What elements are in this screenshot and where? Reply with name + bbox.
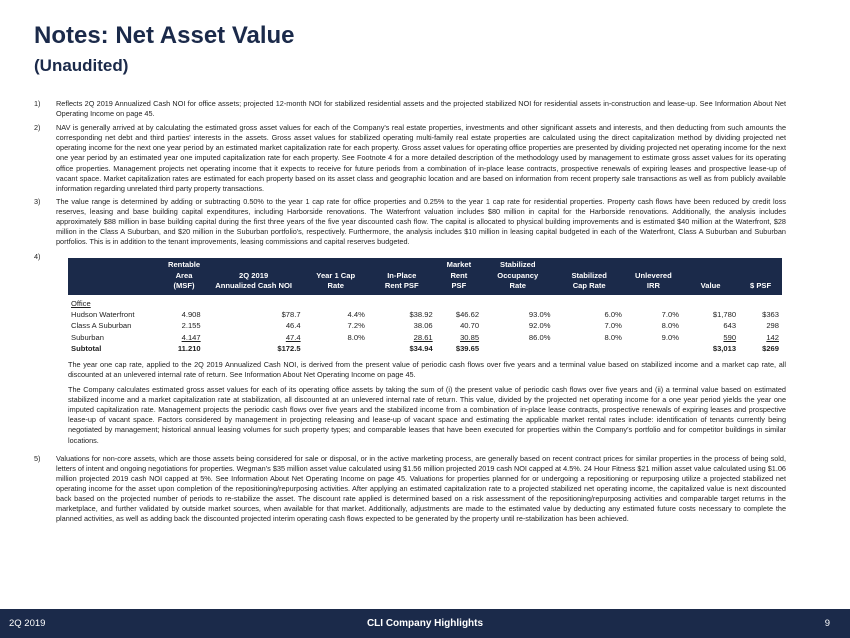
note-number: 2) — [34, 123, 41, 133]
header-cell: Rate — [482, 281, 553, 295]
header-cell — [204, 258, 304, 271]
header-cell: Area — [164, 271, 203, 282]
office-valuation-table — [68, 258, 782, 354]
row-label: Hudson Waterfront — [71, 310, 135, 320]
header-cell — [625, 258, 682, 271]
table-cell: 8.0% — [661, 321, 679, 331]
section-row — [68, 295, 782, 309]
table-row — [68, 309, 782, 320]
header-cell: PSF — [436, 281, 482, 295]
table-cell: $46.62 — [455, 310, 480, 320]
header-row-1 — [68, 258, 782, 271]
footer-period: 2Q 2019 — [9, 618, 46, 629]
table-cell: 7.2% — [347, 321, 365, 331]
table-cell: $1,780 — [712, 310, 737, 320]
header-cell: Unlevered — [625, 271, 682, 282]
table-cell: 590 — [723, 332, 737, 342]
row-label: Subtotal — [71, 343, 102, 353]
table-cell: $78.7 — [281, 310, 301, 320]
table-cell: 2.155 — [181, 321, 201, 331]
table-cell: 142 — [766, 332, 779, 342]
table-cell: 298 — [766, 321, 779, 331]
header-cell: IRR — [625, 281, 682, 295]
header-cell: Rentable — [164, 258, 203, 271]
header-cell: Rent — [436, 271, 482, 282]
header-cell — [368, 258, 436, 271]
note-number: 3) — [34, 196, 41, 206]
table-cell: 8.0% — [347, 332, 365, 342]
header-cell — [553, 258, 624, 271]
note-4-paragraph-2: The Company calculates estimated gross asset values for each of its operating office assets by taking the sum of (i) the present value of periodic cash flows over five years and (ii) a terminal value based on estimated stabilized income and a market capitalization rate at stabilization, all discounted at an unlevered internal rate of return. This value, divided by the projected net operating income for a one year period yields the year one imputed capitalization rate. Management projects the periodic cash flows over five years and the stabilized income from a combination of in-place lease contracts, prospective renewals of expiring leases and prospective lease-up of vacant space. Factors considered by management in projecting releasing and lease-up of vacant space and estimating the applicable market rental rates include: identification of tenants currently being negotiated by management; historical annual leasing volumes for such property types; and comparable leases that have been executed for properties within the Company's portfolio and for competitor buildings in similar locations. — [68, 385, 786, 445]
table-row — [68, 332, 782, 343]
table-cell: 40.70 — [460, 321, 480, 331]
table-cell: 4.908 — [181, 310, 201, 320]
footer-title: CLI Company Highlights — [366, 618, 484, 629]
page-subtitle: (Unaudited) — [34, 56, 129, 75]
note-text: NAV is generally arrived at by calculating the estimated gross asset values for each of the Company's real estate properties, investments and other significant assets and interests, and then deducting from such amounts the corresponding net debt and third parties' interests in the assets. Gross asset values for stabilized operating multi-family real estate properties are calculated using the direct capitalization method by dividing projected net operating income for the next one year period by an estimated market capitalization rate for each property. Gross asset values for operating office properties are presented by dividing projected net operating income for the next one year period by an estimated year one imputed capitalization rate for each property. See Footnote 4 for a more detailed description of the methodology used by management to estimate gross asset values for its operating office properties. Management projects net operating income that it expects to receive for future periods from a combination of in-place lease contracts, prospective renewals of expiring leases and prospective lease-up of vacant space. Market capitalization rates are estimated for each property based on its asset class and geographic location and are based on information from recent property sale transactions as well as from publicly available information regarding unrelated third party property transactions. — [56, 123, 786, 193]
table-cell: 92.0% — [528, 321, 551, 331]
note-number: 5) — [34, 453, 41, 463]
header-cell: (MSF) — [164, 281, 203, 295]
header-cell — [682, 258, 739, 271]
table-cell: $34.94 — [409, 343, 433, 353]
table-cell: $3,013 — [712, 343, 737, 353]
table-cell: $269 — [762, 343, 779, 353]
table-cell: 93.0% — [528, 310, 551, 320]
table-cell: 4.147 — [181, 332, 201, 342]
note-4-paragraph-1: The year one cap rate, applied to the 2Q 2019 Annualized Cash NOI, is derived from the present value of periodic cash flows over five years and a terminal value based on stabilized income and a market cap rate, all discounted at an unlevered internal rate of return. See Information About Net Operating Income on page 45. — [68, 359, 786, 380]
table-cell: 7.0% — [661, 310, 679, 320]
table-cell: 46.4 — [285, 321, 301, 331]
table-cell: $39.65 — [455, 343, 480, 353]
section-label: Office — [71, 298, 91, 308]
note-text: The value range is determined by adding or subtracting 0.50% to the year 1 cap rate for office properties and 0.25% to the year 1 cap rate for residential properties. Property cash flows have been reduced by credit loss reserves, leasing and base building capital expenditures, including Harborside renovations. The Waterfront valuation includes $80 million in capital for the Harborside renovations. Additionally, the analysis includes approximately $88 million in base building capital during the first three years of the five year discounted cash flow. The capital is allocated to physical building improvements and is estimated $40 million at the Waterfront, $28 million in the Class A Suburban, and $20 million in the Suburban portfolio's, respectively. Furthermore, the analysis includes $10 million in leasing capital budgeted in each of the Waterfront, Class A Suburban and Suburban portfolios. This is in addition to the tenant improvements, leasing commissions and capital reserves budgeted. — [56, 196, 786, 247]
header-cell: $ PSF — [739, 281, 782, 295]
note-5 — [34, 454, 786, 525]
table-cell: 4.4% — [347, 310, 365, 320]
table-cell: 28.61 — [413, 332, 433, 342]
row-label: Class A Suburban — [71, 321, 132, 331]
page-title: Notes: Net Asset Value — [34, 22, 295, 49]
header-cell — [682, 271, 739, 282]
header-cell: Rate — [304, 281, 368, 295]
header-cell: Stabilized — [482, 258, 553, 271]
header-cell: Year 1 Cap — [304, 271, 368, 282]
table-row — [68, 320, 782, 331]
header-cell: Market — [436, 258, 482, 271]
note-number: 1) — [34, 99, 41, 108]
note-text: Reflects 2Q 2019 Annualized Cash NOI for office assets; projected 12-month NOI for stabilized residential assets and the projected stabilized NOI for residential assets in-construction and lease-up. See Information About Net Operating Income on page 45. — [56, 99, 786, 119]
table-cell: 8.0% — [604, 332, 622, 342]
note-1 — [34, 99, 786, 119]
notes-section — [34, 99, 786, 524]
header-cell: Stabilized — [553, 271, 624, 282]
table-cell: 643 — [723, 321, 737, 331]
page-footer — [0, 609, 850, 638]
header-cell: Rent PSF — [368, 281, 436, 295]
table-cell: 6.0% — [604, 310, 622, 320]
table-cell: 11.210 — [177, 343, 201, 353]
table-cell: $172.5 — [277, 343, 301, 353]
valuation-table-wrapper — [68, 258, 782, 354]
header-row-3 — [68, 281, 782, 295]
page-number: 9 — [824, 618, 830, 629]
header-cell — [739, 258, 782, 271]
header-cell: 2Q 2019 — [204, 271, 304, 282]
note-number: 4) — [34, 252, 41, 262]
header-cell: Annualized Cash NOI — [204, 281, 304, 295]
header-cell: Occupancy — [482, 271, 553, 282]
header-cell: Cap Rate — [553, 281, 624, 295]
table-cell: 30.85 — [460, 332, 480, 342]
header-cell: Value — [682, 281, 739, 295]
table-cell: 86.0% — [528, 332, 551, 342]
table-cell: 7.0% — [604, 321, 622, 331]
header-row-2 — [68, 271, 782, 282]
header-cell — [739, 271, 782, 282]
note-2 — [34, 123, 786, 194]
note-text: Valuations for non-core assets, which are those assets being considered for sale or disposal, or in the active marketing process, are generally based on recent contract prices for similar properties in the process of being sold, letters of intent and ongoing negotiations for properties. Wegman's $35 million asset value calculated using $1.56 million projected 2019 cash NOI capped at 4.5%. 24 Hour Fitness $21 million asset value calculated using $1.06 million projected 2019 cash NOI capped at 5%. See Information About Net Operating Income on page 45. Valuations for properties planned for or undergoing a repositioning or repurposing utilize a projected stabilized net operating income for the asset upon completion of the repositioning/repurposing activities. After applying an estimated capitalization rate to a projected stabilized net operating income, the capitalized value is next discounted back based on the projected number of periods to re-stabilize the asset. The discount rate applied is determined based on a risk assessment of the repositioning/repurposing activities and comparable target returns in the marketplace, and further validated by outside market sources, when available for that market. Additionally, adjustments are made to the estimated value by deducting any estimated future costs necessary to complete the planned activities, as well as adding back the discounted projected interim operating cash flows expected to be generated by the property until re-stabilization has been achieved. — [56, 453, 786, 524]
table-cell: $38.92 — [409, 310, 433, 320]
header-cell — [304, 258, 368, 271]
row-label: Suburban — [71, 332, 104, 342]
table-cell: 9.0% — [661, 332, 679, 342]
header-cell: In-Place — [368, 271, 436, 282]
table-cell: 38.06 — [413, 321, 433, 331]
subtotal-row — [68, 343, 782, 354]
table-cell: $363 — [762, 310, 779, 320]
table-cell: 47.4 — [285, 332, 301, 342]
note-3 — [34, 197, 786, 247]
